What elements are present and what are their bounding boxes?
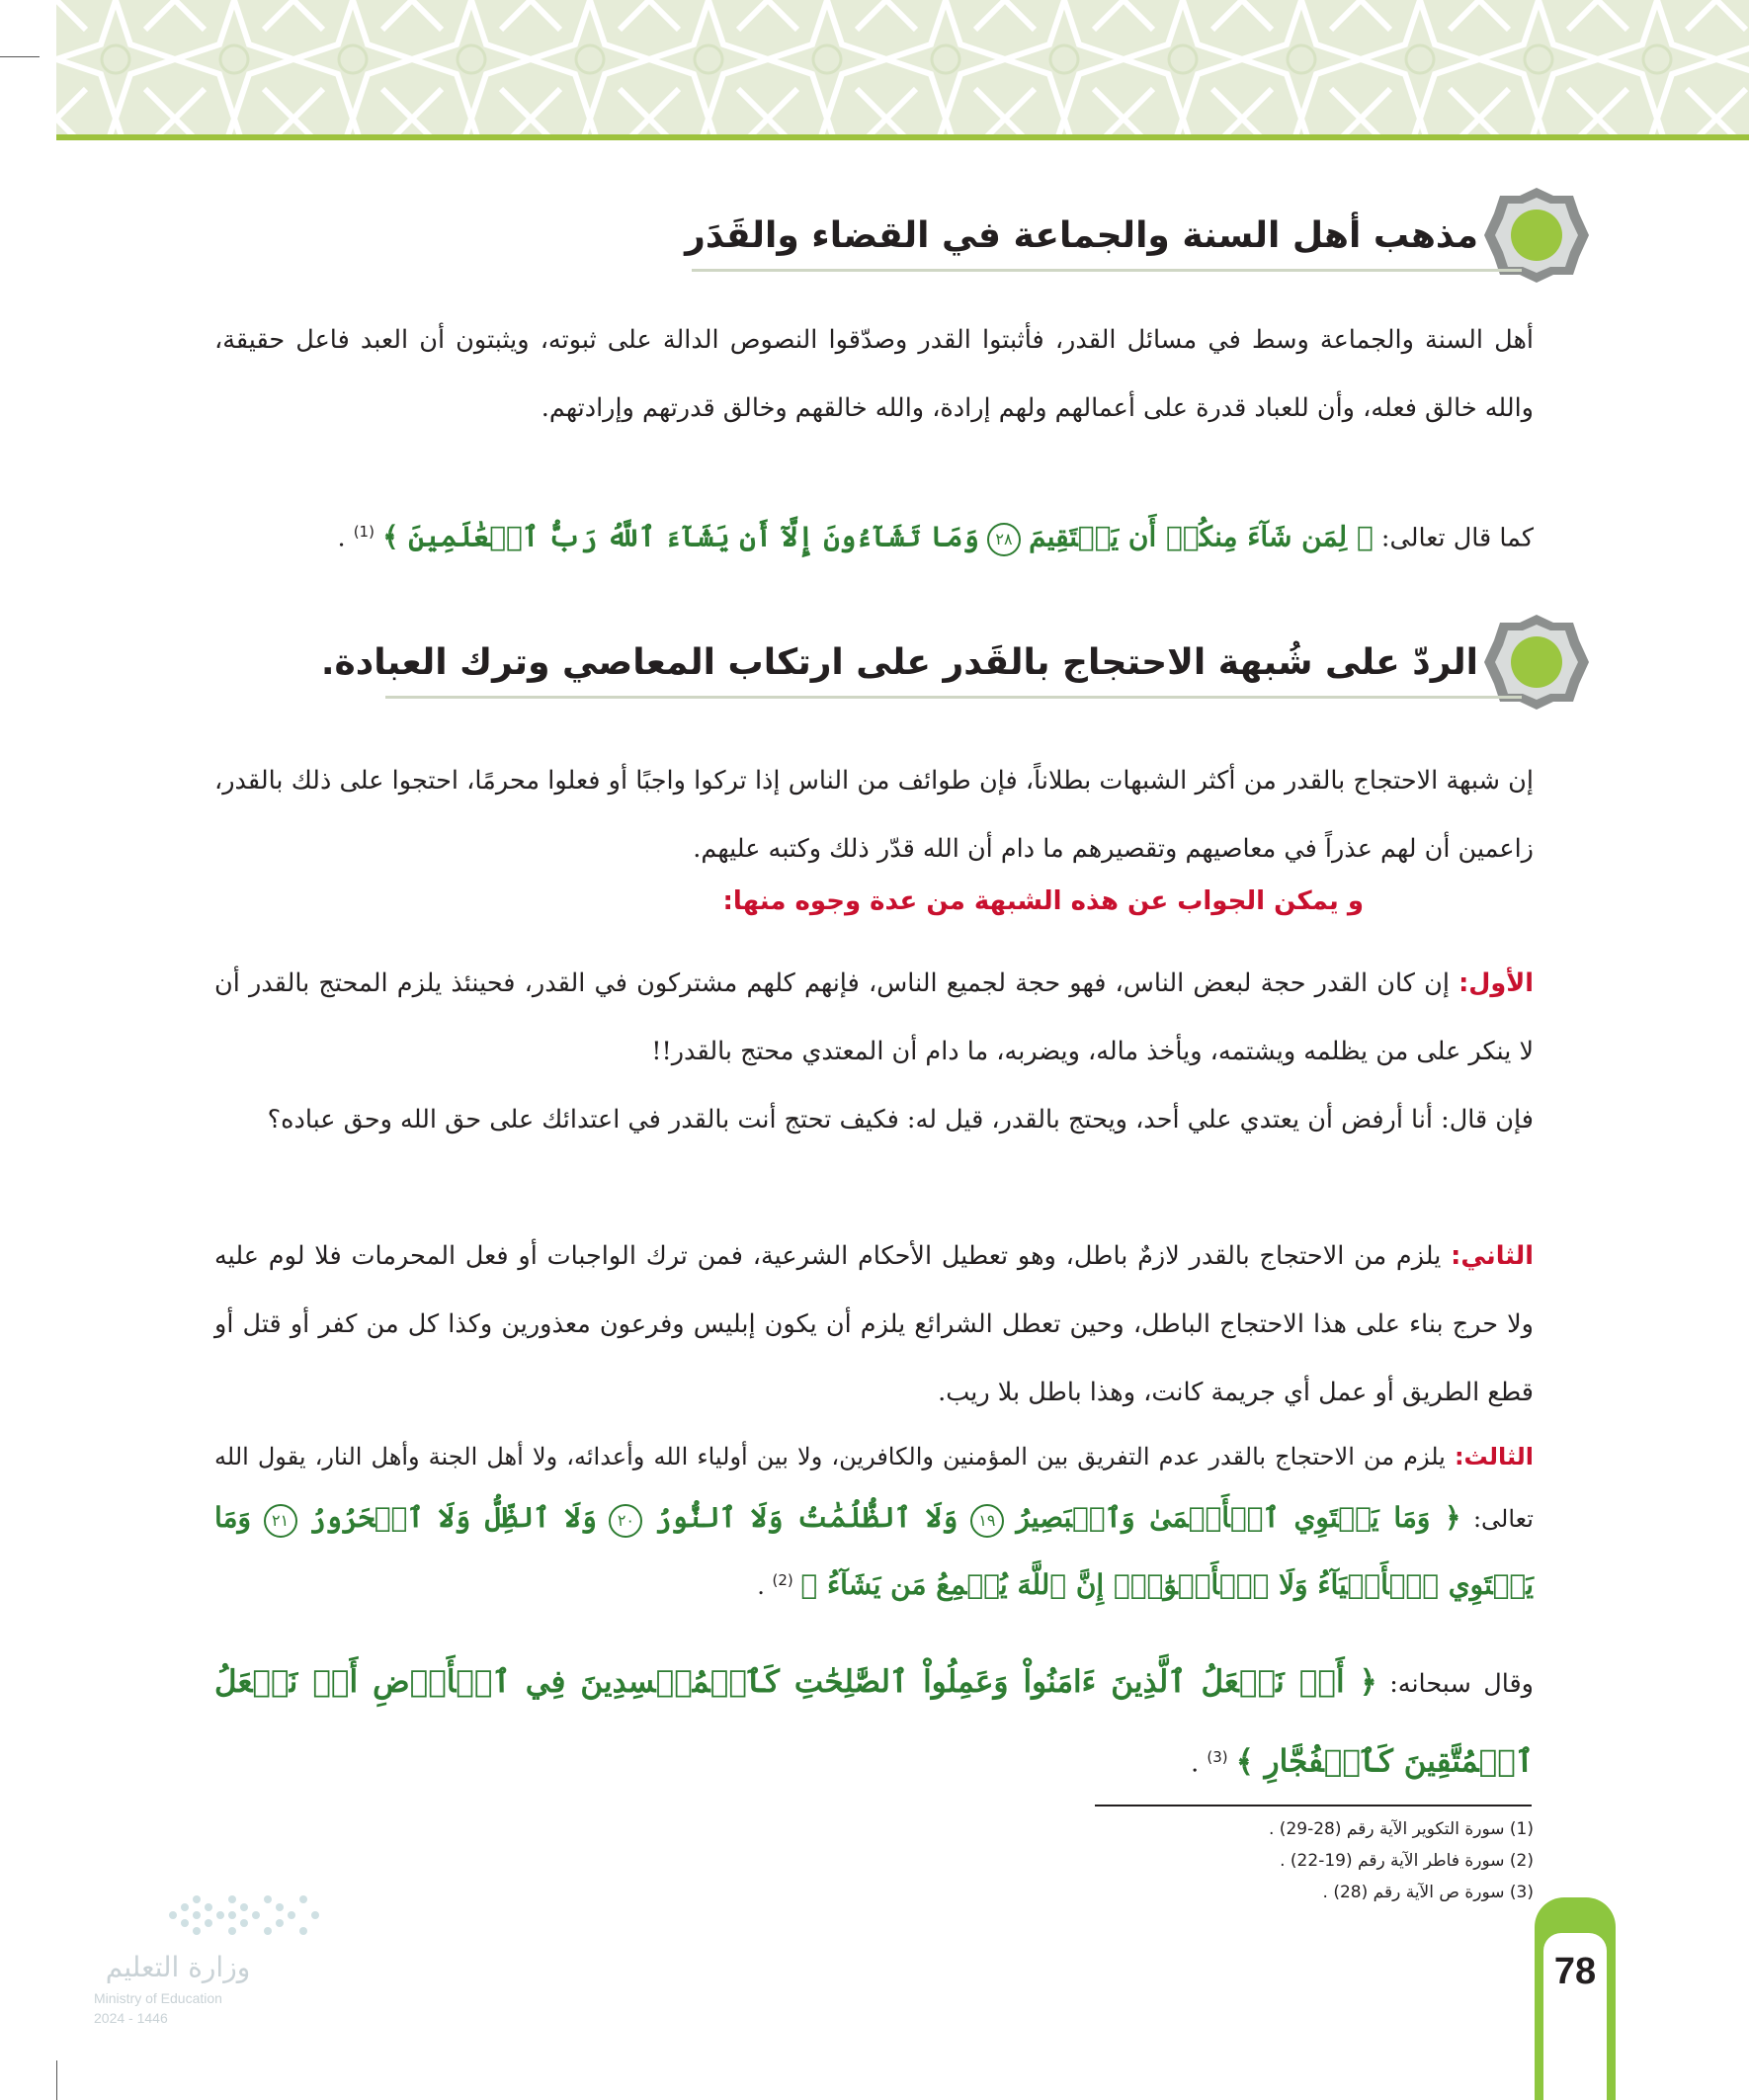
answer-lead: و يمكن الجواب عن هذه الشبهة من عدة وجوه منها: xyxy=(722,886,1364,916)
point-first-continued xyxy=(214,1086,1534,1154)
footnote-ref-2: (2) xyxy=(772,1571,793,1589)
fourth-intro: وقال سبحانه: xyxy=(1389,1669,1535,1699)
point-third-text: يلزم من الاحتجاج بالقدر عدم التفريق بين المؤمنين والكافرين، ولا بين أولياء الله وأعدائه، ولا أهل الجنة وأهل النار، يقول الله تعالى: xyxy=(214,1443,1534,1533)
third-verse-3: وَلَا ٱلظِّلُّ وَلَا ٱلۡحَرُورُ xyxy=(309,1501,597,1534)
section-title-1: مذهب أهل السنة والجماعة في القضاء والقَدَر xyxy=(685,214,1478,256)
point-first-text: إن كان القدر حجة لبعض الناس، فهو حجة لجميع الناس، فإنهم كلهم مشتركون في القدر، فحينئذ يلزم المحتج بالقدر أن لا ينكر على من يظلمه ويشتمه، ويأخذ ماله، ويضربه، ما دام أن المعتدي محتج بالقدر!! xyxy=(214,968,1534,1066)
verse-end: . xyxy=(337,523,346,553)
point-second xyxy=(214,1222,1534,1427)
fourth-end: . xyxy=(1191,1748,1200,1779)
heading-underline-1 xyxy=(692,269,1522,272)
verse-text-1: ﴿ لِمَن شَآءَ مِنكُمۡ أَن يَسۡتَقِيمَ xyxy=(1029,520,1374,553)
section2-intro-text: إن شبهة الاحتجاج بالقدر من أكثر الشبهات بطلاناً، فإن طوائف من الناس إذا تركوا واجبًا أو فعلوا محرمًا، احتجوا على ذلك بالقدر، زاعمين أن لهم عذراً في معاصيهم وتقصيرهم ما دام أن الله قدّر ذلك وكتبه عليهم. xyxy=(214,766,1534,864)
page-number-tab-inner xyxy=(1543,1933,1607,2100)
ayah-number-19: ١٩ xyxy=(970,1504,1004,1538)
third-verse-4: وَمَا يَسۡتَوِي ٱلۡأَحۡيَآءُ وَلَا ٱلۡأَمۡوَٰتُۚ إِنَّ ٱللَّهَ يُسۡمِعُ مَن يَشَآءُ ﴾ xyxy=(214,1501,1534,1601)
section-title-2: الردّ على شُبهة الاحتجاج بالقَدر على ارتكاب المعاصي وترك العبادة. xyxy=(320,641,1478,683)
point-third-label: الثالث: xyxy=(1454,1443,1534,1470)
ayah-number-20: ٢٠ xyxy=(609,1504,642,1538)
ayah-number-28: ٢٨ xyxy=(987,523,1021,556)
section1-verse xyxy=(214,497,1534,573)
verse-text-2: وَمَا تَشَآءُونَ إِلَّآ أَن يَشَآءَ ٱللَّهُ رَبُّ ٱلۡعَٰلَمِينَ ﴾ xyxy=(382,520,979,553)
footnote-1: (1) سورة التكوير الآية رقم (28-29) . xyxy=(1269,1819,1534,1839)
point-third xyxy=(214,1426,1534,1617)
footnote-rule xyxy=(1095,1805,1532,1806)
third-end: . xyxy=(757,1572,765,1600)
crop-mark xyxy=(56,2060,57,2100)
crop-mark xyxy=(0,56,40,57)
third-verse-2: وَلَا ٱلظُّلُمَٰتُ وَلَا ٱلنُّورُ xyxy=(654,1501,958,1534)
section1-text: أهل السنة والجماعة وسط في مسائل القدر، فأثبتوا القدر وصدّقوا النصوص الدالة على ثبوته، ويثبتون أن العبد فاعل حقيقة، والله خالق فعله، وأن للعباد قدرة على أعمالهم ولهم إرادة، والله خالقهم وخالق قدرتهم وإرادتهم. xyxy=(214,325,1534,423)
page-number: 78 xyxy=(1553,1951,1597,1992)
verse-intro: كما قال تعالى: xyxy=(1380,523,1534,553)
ayah-number-21: ٢١ xyxy=(264,1504,297,1538)
point-second-text: يلزم من الاحتجاج بالقدر لازمٌ باطل، وهو تعطيل الأحكام الشرعية، فمن ترك الواجبات أو فعل المحرمات فلا لوم عليه ولا حرج بناء على هذا الاحتجاج الباطل، وحين تعطل الشرائع يلزم أن يكون إبليس وفرعون معذورين وكذا كل من كفر أو قتل أو قطع الطريق أو عمل أي جريمة كانت، وهذا باطل بلا ريب. xyxy=(214,1241,1534,1407)
section2-intro xyxy=(214,747,1534,883)
page-number-tab xyxy=(1535,1897,1616,2100)
footnote-ref-3: (3) xyxy=(1207,1748,1228,1766)
heading-underline-2 xyxy=(385,696,1522,699)
footnote-3: (3) سورة ص الآية رقم (28) . xyxy=(1322,1883,1534,1902)
section1-paragraph xyxy=(214,306,1534,443)
ministry-logo xyxy=(94,1886,341,2054)
fourth-verse: ﴿ أَمۡ نَجۡعَلُ ٱلَّذِينَ ءَامَنُواْ وَعَمِلُواْ ٱلصَّٰلِحَٰتِ كَٱلۡمُفۡسِدِينَ فِي ٱلۡأَرۡضِ أَمۡ نَجۡعَلُ ٱلۡمُتَّقِينَ كَٱلۡفُجَّارِ ﴾ xyxy=(214,1664,1534,1780)
point-second-label: الثاني: xyxy=(1451,1241,1534,1271)
point-first-text2: فإن قال: أنا أرفض أن يعتدي علي أحد، ويحتج بالقدر، قيل له: فكيف تحتج أنت بالقدر في اعتدائك على حق الله وحق عباده؟ xyxy=(267,1105,1534,1134)
footnotes xyxy=(1269,1813,1534,1908)
header-banner xyxy=(56,0,1749,140)
point-first xyxy=(214,950,1534,1086)
dots-logo-icon xyxy=(163,1886,400,1945)
geometric-pattern xyxy=(56,0,1749,134)
ministry-name-ar: وزارة التعليم xyxy=(105,1951,251,1983)
verse-fourth xyxy=(214,1645,1534,1801)
third-verse-1: ﴿ وَمَا يَسۡتَوِي ٱلۡأَعۡمَىٰ وَٱلۡبَصِيرُ xyxy=(1016,1501,1461,1534)
footnote-2: (2) سورة فاطر الآية رقم (19-22) . xyxy=(1280,1851,1534,1871)
ministry-year: 2024 - 1446 xyxy=(94,2010,168,2026)
ministry-name-en: Ministry of Education xyxy=(94,1990,222,2006)
footnote-ref-1: (1) xyxy=(353,523,375,541)
point-first-label: الأول: xyxy=(1458,968,1535,998)
